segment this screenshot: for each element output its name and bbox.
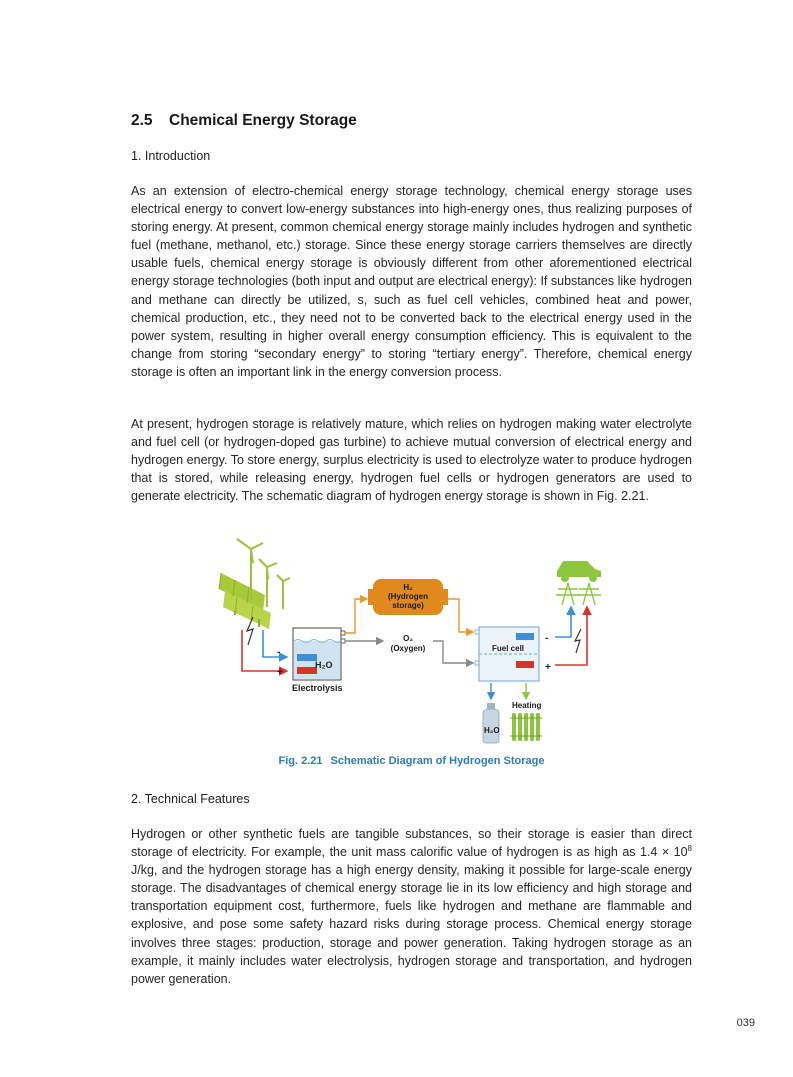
electricity-bolt-icon	[247, 617, 253, 645]
storage-label-storage: storage)	[392, 601, 424, 610]
bottle-water-label: H₂O	[484, 726, 500, 735]
oxygen-label-o2: O₂	[403, 634, 413, 643]
radiator-icon	[510, 713, 542, 741]
figure-caption	[131, 755, 692, 767]
technical-features-heading: 2. Technical Features	[131, 792, 250, 806]
section-title-text: Chemical Energy Storage	[169, 112, 357, 129]
electrolyzer-positive-sign: +	[277, 667, 283, 678]
section-title	[131, 112, 357, 130]
figure-title: Schematic Diagram of Hydrogen Storage	[330, 755, 545, 767]
storage-label-h2: H₂	[403, 583, 413, 592]
features-text-start: Hydrogen or other synthetic fuels are tangible substances, so their storage is easier than direct storage of electricity. For example, the unit mass calorific value of hydrogen is as high as 1.4 × 10	[131, 827, 692, 860]
fuel-cell-positive-sign: +	[545, 662, 551, 673]
introduction-heading: 1. Introduction	[131, 149, 211, 163]
fuel-cell	[475, 627, 539, 681]
features-text-end: J/kg, and the hydrogen storage has a high energy density, making it possible for large-scale energy storage. The disadvantages of chemical energy storage lie in its low efficiency and high storage and transportation equipment cost, furthermore, fuels like hydrogen and methane are flammable and explosive, and pose some safety hazard risks during storage process. Chemical energy storage involves three stages: production, storage and power generation. Taking hydrogen storage as an example, it mainly includes water electrolysis, hydrogen storage and transportation, and hydrogen power generation.	[131, 863, 692, 986]
oxygen-label-text: (Oxygen)	[390, 644, 426, 653]
car-and-grid-icon	[556, 561, 601, 605]
section-number: 2.5	[131, 112, 153, 129]
output-electricity-bolt-icon	[575, 629, 581, 653]
figure-label: Fig. 2.21	[278, 755, 323, 767]
intro-paragraph-2: At present, hydrogen storage is relatively mature, which relies on hydrogen making water electrolyte and fuel cell (or hydrogen-doped gas turbine) to achieve mutual conversion of electrical energy and hydrogen energy. To store energy, surplus electricity is used to electrolyze water to produce hydrogen that is stored, while releasing energy, hydrogen fuel cells or hydrogen generators are used to generate electricity. The schematic diagram of hydrogen energy storage is shown in Fig. 2.21.	[131, 417, 692, 504]
electrolyzer-tank	[293, 628, 345, 680]
water-bottle-icon	[483, 703, 499, 743]
fuel-cell-negative-sign: -	[545, 633, 549, 644]
fuel-cell-label: Fuel cell	[492, 644, 525, 653]
storage-label-hydrogen: (Hydrogen	[388, 592, 428, 601]
renewable-source-icon	[219, 539, 290, 629]
exponent: 8	[687, 843, 692, 853]
hydrogen-storage-diagram	[215, 533, 615, 748]
electrolysis-label: Electrolysis	[292, 683, 343, 693]
heating-label: Heating	[512, 701, 542, 710]
intro-paragraph-1: As an extension of electro-chemical energy storage technology, chemical energy storage uses electrical energy to convert low-energy substances into high-energy ones, thus realizing purposes of storing energy. At present, common chemical energy storage mainly includes hydrogen and synthetic fuel (methane, methanol, etc.) storage. Since these energy storage carriers themselves are directly usable fuels, chemical energy storage is obviously different from other aforementioned electrical energy storage technologies (both input and output are electrical energy): If substances like hydrogen and methane can directly be utilized, s, such as fuel cell vehicles, combined heat and power, chemical production, etc., they need not to be converted back to the electrical energy used in the power system, resulting in higher overall energy consumption efficiency. This is equivalent to the change from storing “secondary energy” to storing “tertiary energy”. Therefore, chemical energy storage is often an important link in the energy conversion process.	[131, 184, 692, 379]
page-number: 039	[736, 1017, 755, 1029]
electrolysis-water-label: H₂O	[315, 660, 333, 670]
features-paragraph	[131, 825, 692, 988]
electrolyzer-negative-sign: -	[277, 647, 281, 658]
